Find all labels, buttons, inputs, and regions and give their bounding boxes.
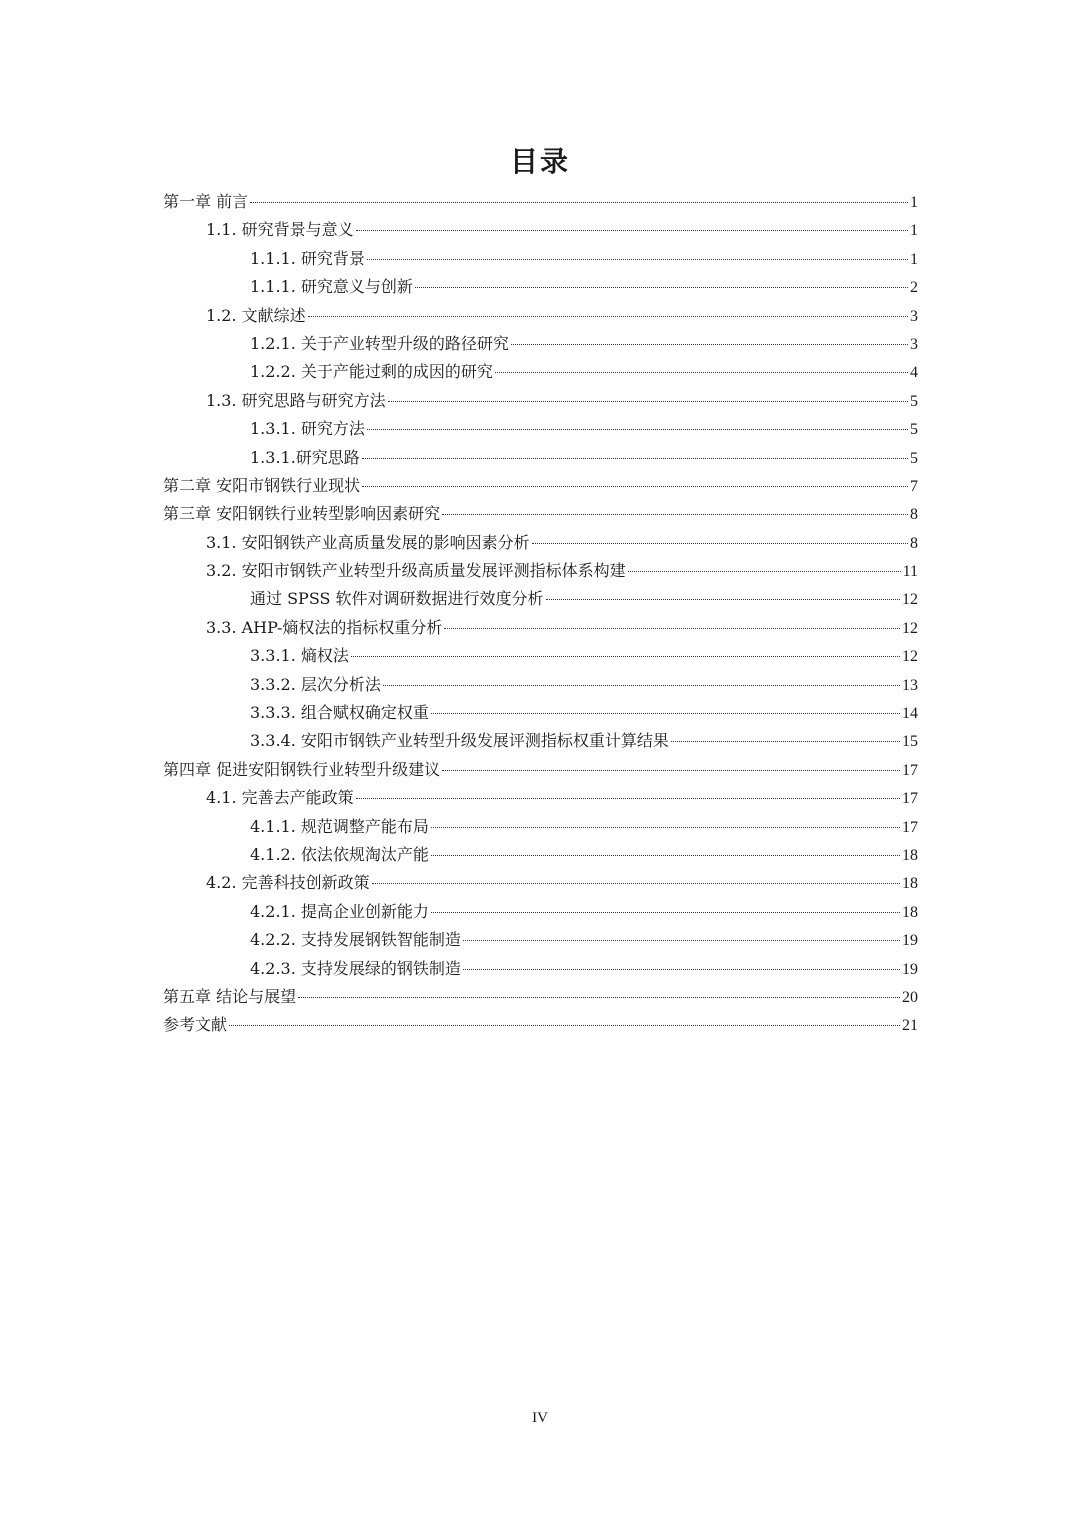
toc-entry-page: 12 xyxy=(902,648,918,666)
toc-entry-page: 19 xyxy=(902,932,918,950)
toc-entry-title: 1.1.1. 研究背景 xyxy=(250,248,365,268)
toc-entry-title: 第五章 结论与展望 xyxy=(163,986,297,1006)
toc-entry[interactable] xyxy=(163,557,918,585)
toc-entry-page: 12 xyxy=(902,591,918,609)
toc-dot-leader xyxy=(362,486,908,487)
toc-entry-page: 12 xyxy=(902,619,918,637)
toc-entry-title: 3.3.1. 熵权法 xyxy=(250,646,349,666)
table-of-contents xyxy=(163,188,918,1040)
toc-entry[interactable] xyxy=(163,444,918,472)
toc-entry-title: 4.2.3. 支持发展绿的钢铁制造 xyxy=(250,958,461,978)
toc-entry-page: 15 xyxy=(902,733,918,751)
toc-entry-page: 14 xyxy=(902,705,918,723)
toc-dot-leader xyxy=(383,685,900,686)
toc-dot-leader xyxy=(362,458,908,459)
toc-entry-page: 1 xyxy=(910,222,918,240)
toc-entry[interactable] xyxy=(163,813,918,841)
toc-entry-page: 1 xyxy=(910,250,918,268)
toc-dot-leader xyxy=(431,713,900,714)
toc-entry-title: 4.1.1. 规范调整产能布局 xyxy=(250,816,429,836)
toc-entry-title: 3.1. 安阳钢铁产业高质量发展的影响因素分析 xyxy=(206,532,530,552)
toc-entry-page: 11 xyxy=(902,563,918,581)
toc-dot-leader xyxy=(431,855,900,856)
toc-entry-page: 17 xyxy=(902,790,918,808)
toc-dot-leader xyxy=(444,628,900,629)
toc-entry-title: 1.3.1.研究思路 xyxy=(250,447,360,467)
toc-dot-leader xyxy=(546,599,900,600)
toc-dot-leader xyxy=(463,940,900,941)
toc-entry-title: 通过 SPSS 软件对调研数据进行效度分析 xyxy=(250,589,544,609)
toc-entry-title: 参考文献 xyxy=(163,1015,228,1035)
toc-entry-title: 1.2. 文献综述 xyxy=(206,305,306,325)
toc-entry[interactable] xyxy=(163,955,918,983)
toc-entry[interactable] xyxy=(163,926,918,954)
toc-dot-leader xyxy=(532,543,908,544)
toc-entry-page: 8 xyxy=(910,506,918,524)
toc-entry-title: 3.3.3. 组合赋权确定权重 xyxy=(250,703,429,723)
toc-entry-title: 3.3.4. 安阳市钢铁产业转型升级发展评测指标权重计算结果 xyxy=(250,731,669,751)
toc-entry-page: 5 xyxy=(910,392,918,410)
toc-dot-leader xyxy=(351,656,900,657)
toc-entry-title: 3.3. AHP-熵权法的指标权重分析 xyxy=(206,617,443,637)
toc-entry[interactable] xyxy=(163,529,918,557)
toc-entry[interactable] xyxy=(163,898,918,926)
toc-entry[interactable] xyxy=(163,983,918,1011)
toc-entry[interactable] xyxy=(163,869,918,897)
toc-entry-page: 3 xyxy=(910,307,918,325)
toc-entry[interactable] xyxy=(163,415,918,443)
toc-entry[interactable] xyxy=(163,642,918,670)
toc-entry[interactable] xyxy=(163,585,918,613)
toc-entry-page: 4 xyxy=(910,364,918,382)
toc-entry-title: 3.2. 安阳市钢铁产业转型升级高质量发展评测指标体系构建 xyxy=(206,561,626,581)
toc-entry[interactable] xyxy=(163,472,918,500)
toc-dot-leader xyxy=(442,514,908,515)
toc-entry[interactable] xyxy=(163,302,918,330)
toc-dot-leader xyxy=(229,1025,900,1026)
toc-entry-page: 5 xyxy=(910,449,918,467)
toc-entry-page: 8 xyxy=(910,534,918,552)
toc-entry[interactable] xyxy=(163,1011,918,1039)
toc-entry-page: 2 xyxy=(910,279,918,297)
toc-entry-title: 1.1. 研究背景与意义 xyxy=(206,220,354,240)
toc-entry-title: 第三章 安阳钢铁行业转型影响因素研究 xyxy=(163,504,441,524)
toc-entry-title: 4.1.2. 依法依规淘汰产能 xyxy=(250,844,429,864)
toc-entry[interactable] xyxy=(163,273,918,301)
toc-entry-title: 1.2.2. 关于产能过剩的成因的研究 xyxy=(250,362,493,382)
toc-entry-page: 7 xyxy=(910,477,918,495)
toc-entry[interactable] xyxy=(163,699,918,727)
toc-dot-leader xyxy=(356,798,900,799)
toc-dot-leader xyxy=(511,344,908,345)
toc-entry-page: 17 xyxy=(902,761,918,779)
toc-entry-title: 1.3.1. 研究方法 xyxy=(250,419,365,439)
page-title: 目录 xyxy=(509,145,570,178)
toc-entry-title: 第二章 安阳市钢铁行业现状 xyxy=(163,475,361,495)
toc-entry-title: 第一章 前言 xyxy=(163,192,249,211)
toc-entry-page: 17 xyxy=(902,818,918,836)
toc-dot-leader xyxy=(628,571,901,572)
toc-entry-page: 5 xyxy=(910,421,918,439)
toc-entry-page: 20 xyxy=(902,988,918,1006)
toc-entry[interactable] xyxy=(163,188,918,216)
toc-dot-leader xyxy=(367,429,908,430)
toc-entry-page: 19 xyxy=(902,960,918,978)
toc-entry[interactable] xyxy=(163,756,918,784)
toc-dot-leader xyxy=(388,401,908,402)
toc-dot-leader xyxy=(495,372,908,373)
toc-entry-page: 13 xyxy=(902,676,918,694)
toc-entry[interactable] xyxy=(163,841,918,869)
footer-page-number: IV xyxy=(532,1410,548,1426)
toc-entry[interactable] xyxy=(163,245,918,273)
toc-dot-leader xyxy=(463,969,900,970)
toc-entry[interactable] xyxy=(163,614,918,642)
toc-entry-page: 18 xyxy=(902,875,918,893)
toc-entry[interactable] xyxy=(163,358,918,386)
toc-entry-page: 3 xyxy=(910,335,918,353)
toc-entry-page: 1 xyxy=(910,194,918,211)
toc-dot-leader xyxy=(367,259,908,260)
toc-entry[interactable] xyxy=(163,216,918,244)
toc-entry[interactable] xyxy=(163,671,918,699)
toc-entry-title: 4.2.2. 支持发展钢铁智能制造 xyxy=(250,930,461,950)
toc-dot-leader xyxy=(431,912,900,913)
toc-entry[interactable] xyxy=(163,784,918,812)
toc-entry-title: 1.2.1. 关于产业转型升级的路径研究 xyxy=(250,333,509,353)
toc-dot-leader xyxy=(356,230,908,231)
toc-dot-leader xyxy=(671,741,900,742)
toc-dot-leader xyxy=(250,202,908,203)
toc-entry-page: 18 xyxy=(902,846,918,864)
toc-entry[interactable] xyxy=(163,387,918,415)
toc-dot-leader xyxy=(298,997,900,998)
toc-dot-leader xyxy=(442,770,900,771)
toc-entry[interactable] xyxy=(163,727,918,755)
toc-entry-title: 第四章 促进安阳钢铁行业转型升级建议 xyxy=(163,759,441,779)
toc-dot-leader xyxy=(415,287,908,288)
toc-entry-title: 3.3.2. 层次分析法 xyxy=(250,674,381,694)
toc-entry-title: 4.1. 完善去产能政策 xyxy=(206,788,354,808)
toc-entry-title: 1.3. 研究思路与研究方法 xyxy=(206,390,386,410)
toc-dot-leader xyxy=(308,316,908,317)
toc-dot-leader xyxy=(372,883,900,884)
toc-entry-title: 4.2. 完善科技创新政策 xyxy=(206,873,370,893)
toc-entry-page: 21 xyxy=(902,1017,918,1035)
toc-entry[interactable] xyxy=(163,500,918,528)
toc-dot-leader xyxy=(431,827,900,828)
toc-entry-title: 4.2.1. 提高企业创新能力 xyxy=(250,901,429,921)
toc-entry[interactable] xyxy=(163,330,918,358)
toc-entry-page: 18 xyxy=(902,903,918,921)
toc-entry-title: 1.1.1. 研究意义与创新 xyxy=(250,277,413,297)
